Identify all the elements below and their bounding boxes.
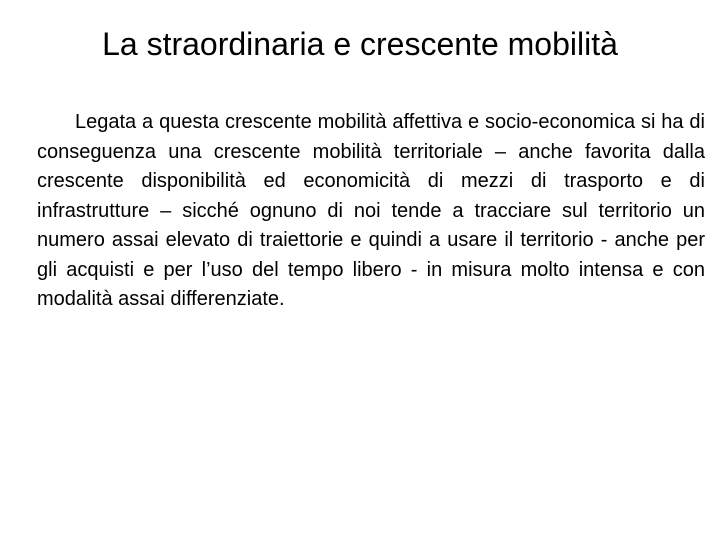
slide-title: La straordinaria e crescente mobilità <box>102 26 618 62</box>
body-paragraph: Legata a questa crescente mobilità affettiva e socio-economica si ha di conseguenza una crescente mobilità territoriale – anche favorita dalla crescente disponibilità ed economicità di mezzi di trasporto e di infrastrutture – sicché ognuno di noi tende a tracciare sul territorio un numero assai elevato di traiettorie e quindi a usare il territorio - anche per gli acquisti e per l’uso del tempo libero - in misura molto intensa e con modalità assai differenziate. <box>37 111 705 310</box>
